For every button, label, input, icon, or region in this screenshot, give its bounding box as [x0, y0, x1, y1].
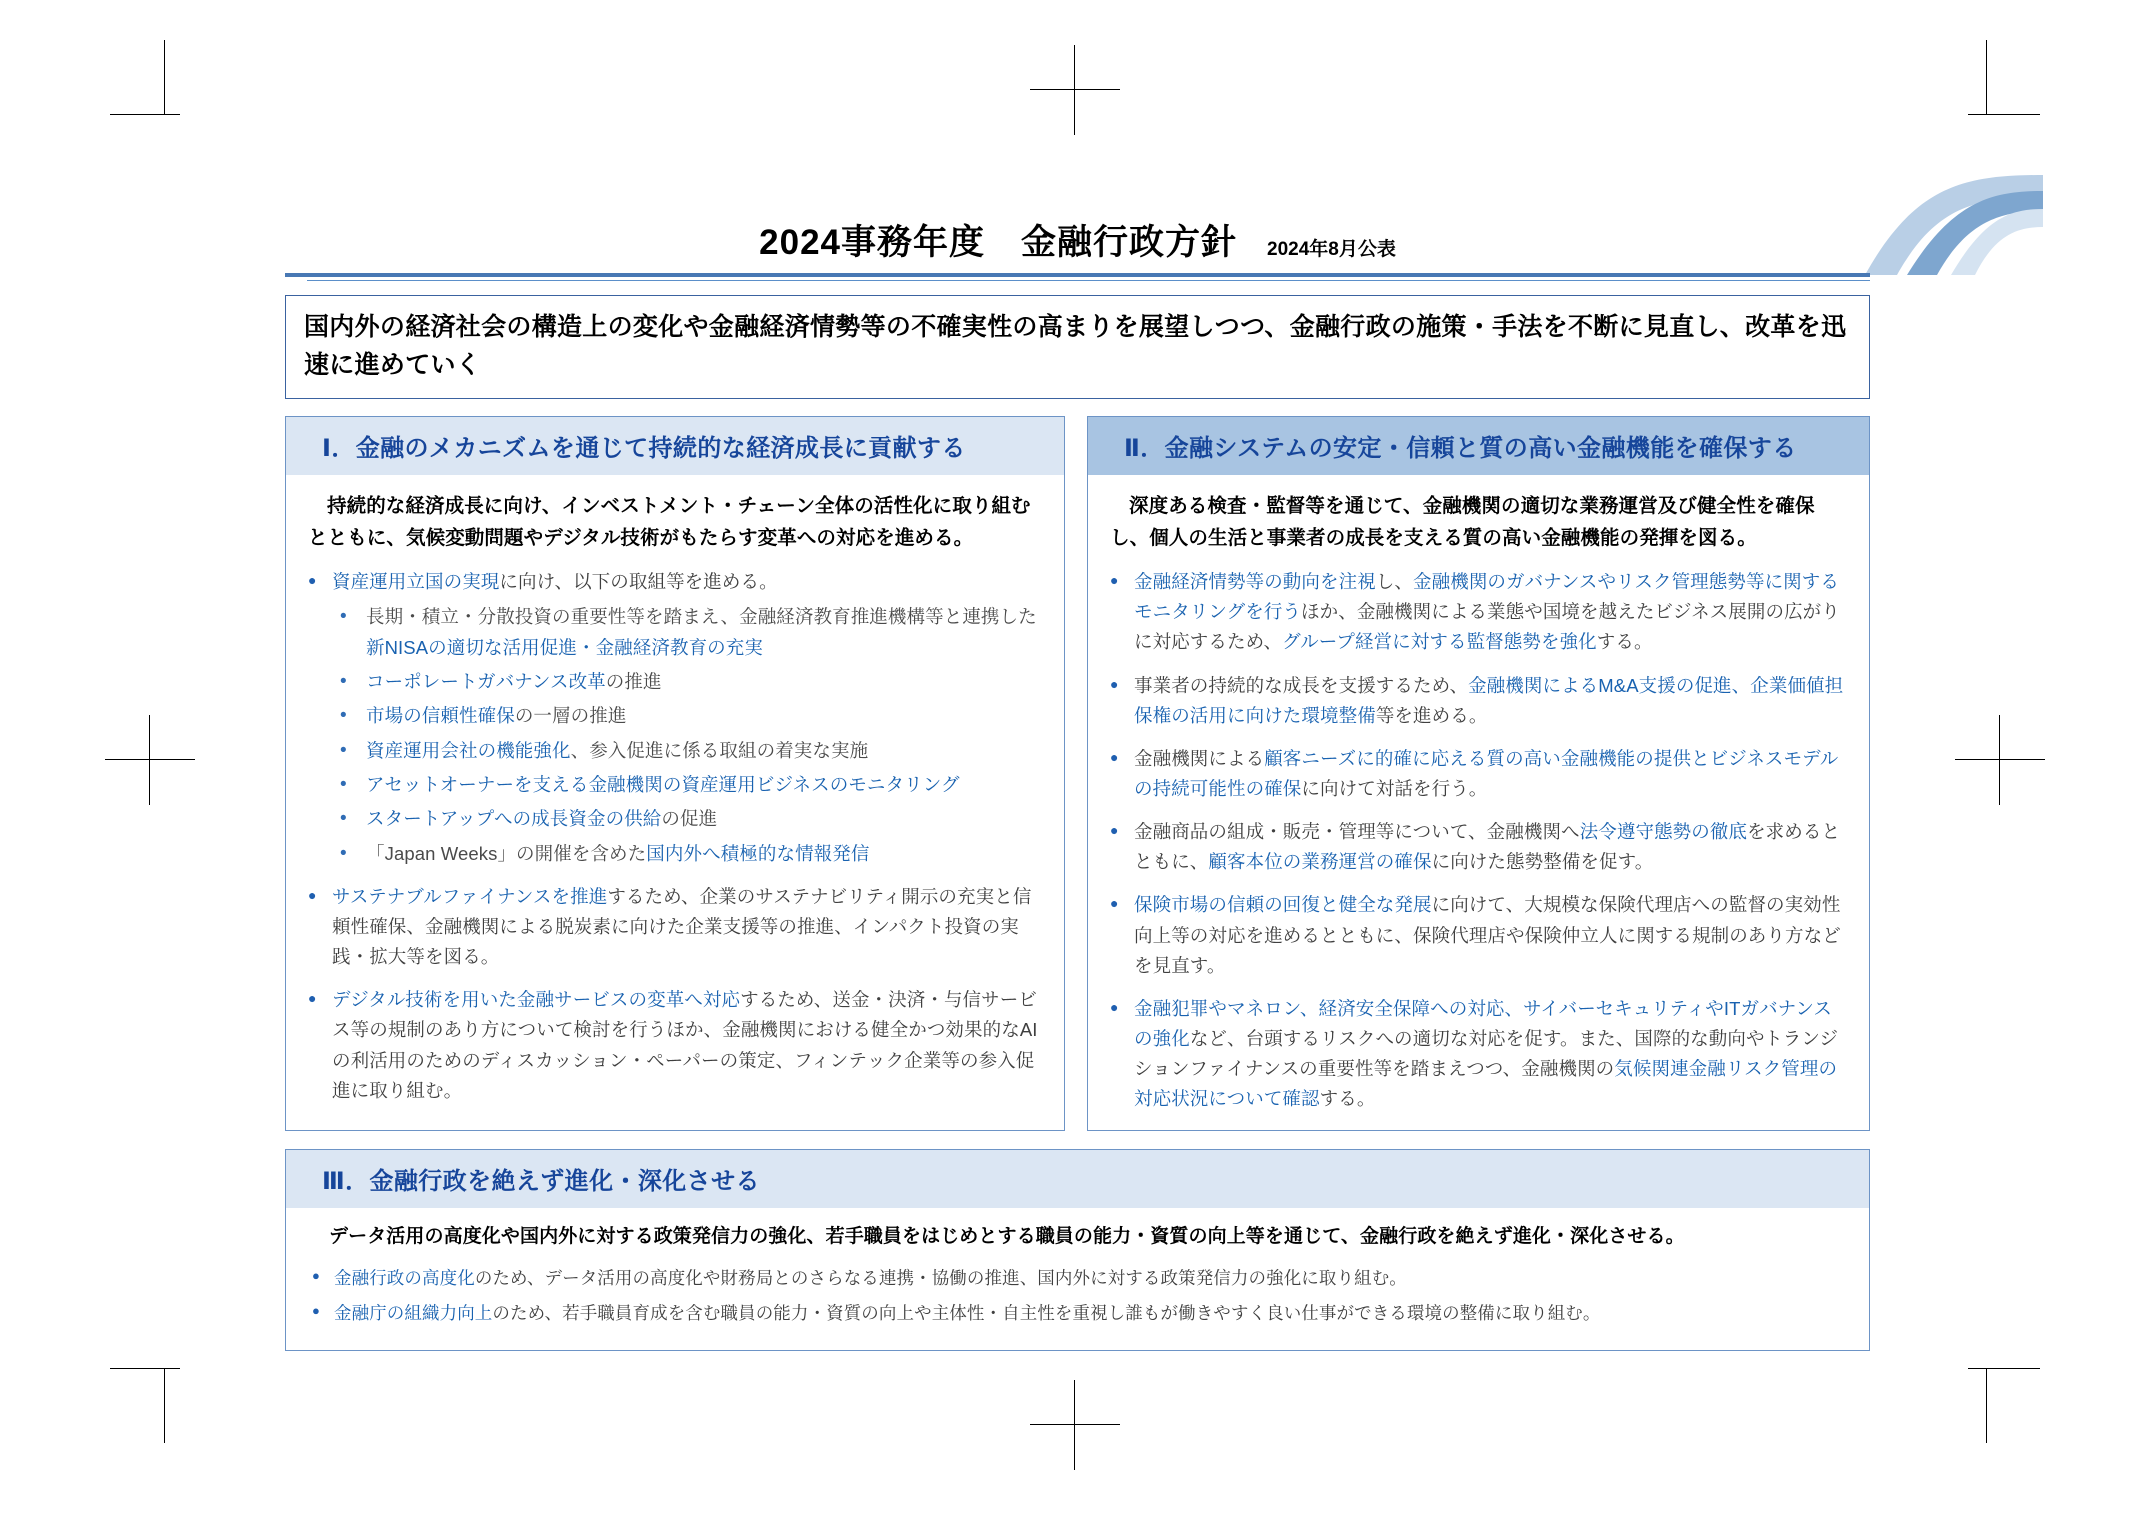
sub-bullet-list — [332, 602, 1044, 869]
highlight-term: コーポレートガバナンス改革 — [366, 670, 606, 692]
sub-bullet-item — [332, 804, 1044, 834]
sub-bullet-item — [332, 701, 1044, 731]
crop-mark-top-right — [1968, 40, 2040, 115]
highlight-term: 金融経済情勢等の動向を注視 — [1134, 571, 1376, 593]
bullet-text: 事業者の持続的な成長を支援するため、 — [1134, 674, 1469, 696]
highlight-term: スタートアップへの成長資金の供給 — [366, 808, 662, 830]
section-2-body — [1088, 475, 1869, 1130]
sub-bullet-text: 、参入促進に係る取組の着実な実施 — [570, 739, 869, 761]
registration-mark-top — [1030, 45, 1120, 135]
headline-banner: 国内外の経済社会の構造上の変化や金融経済情勢等の不確実性の高まりを展望しつつ、金融行政の施策・手法を不断に見直し、改革を迅速に進めていく — [285, 295, 1870, 399]
sub-bullet-text: の推進 — [605, 670, 662, 692]
bullet-text: 等を進める。 — [1375, 704, 1488, 726]
highlight-term: 国内外へ積極的な情報発信 — [646, 842, 870, 864]
bullet-item — [312, 1264, 1845, 1292]
highlight-term: 保険市場の信頼の回復と健全な発展 — [1134, 894, 1432, 916]
bullet-text: する。 — [1319, 1088, 1376, 1110]
section-1-heading: Ⅰ．金融のメカニズムを通じて持続的な経済成長に貢献する — [286, 417, 1064, 475]
highlight-term: デジタル技術を用いた金融サービスの変革へ対応 — [332, 989, 741, 1011]
bullet-item — [308, 567, 1044, 869]
crop-mark-bottom-left — [110, 1368, 180, 1443]
bullet-item — [1110, 994, 1849, 1115]
crop-mark-top-left — [110, 40, 180, 115]
highlight-term: 新NISAの適切な活用促進・金融経済教育の充実 — [366, 636, 763, 658]
section-1-lead: 持続的な経済成長に向け、インベストメント・チェーン全体の活性化に取り組むとともに、気候変動問題やデジタル技術がもたらす変革への対応を進める。 — [308, 495, 1031, 549]
registration-mark-left — [105, 715, 195, 805]
section-2 — [1087, 416, 1870, 1131]
title-rule-thick — [285, 273, 1870, 277]
title-row — [285, 215, 1870, 271]
sub-bullet-text: 「Japan Weeks」の開催を含めた — [366, 842, 647, 864]
section-1-bullet-list — [308, 567, 1044, 1106]
bullet-item — [308, 882, 1044, 972]
sub-bullet-item — [332, 667, 1044, 697]
bullet-text: する。 — [1596, 631, 1653, 653]
bullet-text: 金融商品の組成・販売・管理等について、金融機関へ — [1134, 821, 1580, 843]
bullet-text: を求めるとともに、 — [1134, 821, 1841, 873]
page-title: 2024事務年度 金融行政方針 — [759, 223, 1238, 262]
bullet-item — [1110, 744, 1849, 804]
section-2-bullet-list — [1110, 567, 1849, 1114]
highlight-term: 資産運用会社の機能強化 — [366, 739, 571, 761]
bullet-item — [308, 985, 1044, 1106]
bullet-text: 金融機関による — [1134, 747, 1265, 769]
bullet-text: など、台頭するリスクへの適切な対応を促す。また、国際的な動向やトランジションファイナンスの重要性等を踏まえつつ、金融機関の — [1134, 1027, 1839, 1080]
sub-bullet-text: の促進 — [661, 808, 718, 830]
section-3-heading: Ⅲ．金融行政を絶えず進化・深化させる — [286, 1150, 1869, 1208]
highlight-term: 金融行政の高度化 — [334, 1268, 475, 1289]
highlight-term: アセットオーナーを支える金融機関の資産運用ビジネスのモニタリング — [366, 773, 960, 795]
section-2-heading: Ⅱ．金融システムの安定・信頼と質の高い金融機能を確保する — [1088, 417, 1869, 475]
highlight-term: 資産運用立国の実現 — [332, 571, 500, 593]
bullet-item — [1110, 567, 1849, 657]
bullet-text: のため、若手職員育成を含む職員の能力・資質の向上や主体性・自主性を重視し誰もが働きやすく良い仕事ができる環境の整備に取り組む。 — [492, 1303, 1601, 1324]
section-3-body — [286, 1208, 1869, 1350]
bullet-text: ほか、金融機関による業態や国境を越えたビジネス展開の広がりに対応するため、 — [1134, 601, 1840, 653]
highlight-term: 金融機関のガバナンスやリスク管理態勢等に関するモニタリングを行う — [1134, 571, 1839, 623]
highlight-term: サステナブルファイナンスを推進 — [332, 885, 608, 907]
section-1 — [285, 416, 1065, 1131]
highlight-term: 顧客ニーズに的確に応える質の高い金融機能の提供とビジネスモデルの持続可能性の確保 — [1134, 747, 1839, 799]
highlight-term: 金融機関によるM&A支援の促進、企業価値担保権の活用に向けた環境整備 — [1134, 674, 1844, 726]
section-3-lead: データ活用の高度化や国内外に対する政策発信力の強化、若手職員をはじめとする職員の能力・資質の向上等を通じて、金融行政を絶えず進化・深化させる。 — [329, 1226, 1685, 1248]
bullet-text: するため、企業のサステナビリティ開示の充実と信頼性確保、金融機関による脱炭素に向けた企業支援等の推進、インパクト投資の実践・拡大等を図る。 — [332, 885, 1032, 968]
bullet-text: のため、データ活用の高度化や財務局とのさらなる連携・協働の推進、国内外に対する政策発信力の強化に取り組む。 — [474, 1268, 1407, 1289]
bullet-text: に向け、以下の取組等を進める。 — [499, 571, 778, 593]
columns — [285, 416, 1870, 1131]
highlight-term: 金融庁の組織力向上 — [334, 1303, 493, 1324]
highlight-term: 市場の信頼性確保 — [366, 705, 515, 727]
registration-mark-bottom — [1030, 1380, 1120, 1470]
document-body — [285, 215, 1870, 1351]
sub-bullet-text: の一層の推進 — [514, 705, 627, 727]
section-1-body — [286, 475, 1064, 1122]
decorative-swoosh-logo — [1855, 175, 2045, 280]
bullet-item — [1110, 817, 1849, 877]
bullet-text: に向けて、大規模な保険代理店への監督の実効性向上等の対応を進めるとともに、保険代理店や保険仲立人に関する規制のあり方などを見直す。 — [1134, 894, 1841, 976]
bullet-text: に向けて対話を行う。 — [1301, 778, 1488, 799]
bullet-text: するため、送金・決済・与信サービス等の規制のあり方について検討を行うほか、金融機関における健全かつ効果的なAIの利活用のためのディスカッション・ペーパーの策定、フィンテック企業等の参入促進に取り組む。 — [332, 989, 1038, 1101]
bullet-item — [1110, 890, 1849, 980]
sub-bullet-text: 長期・積立・分散投資の重要性等を踏まえ、金融経済教育推進機構等と連携した — [366, 606, 1037, 628]
section-3 — [285, 1149, 1870, 1351]
section-2-lead: 深度ある検査・監督等を通じて、金融機関の適切な業務運営及び健全性を確保し、個人の生活と事業者の成長を支える質の高い金融機能の発揮を図る。 — [1110, 495, 1815, 549]
crop-mark-bottom-right — [1968, 1368, 2040, 1443]
sub-bullet-item — [332, 770, 1044, 800]
registration-mark-right — [1955, 715, 2045, 805]
highlight-term: 金融犯罪やマネロン、経済安全保障への対応、サイバーセキュリティやITガバナンスの強化 — [1134, 997, 1832, 1049]
highlight-term: グループ経営に対する監督態勢を強化 — [1282, 631, 1597, 653]
highlight-term: 顧客本位の業務運営の確保 — [1208, 851, 1432, 873]
bullet-item — [312, 1299, 1845, 1327]
title-rule-thin — [307, 280, 1870, 281]
highlight-term: 法令遵守態勢の徹底 — [1579, 821, 1748, 843]
bullet-text: し、 — [1375, 571, 1414, 593]
bullet-item — [1110, 671, 1849, 731]
publish-date: 2024年8月公表 — [1267, 239, 1396, 260]
highlight-term: 気候関連金融リスク管理の対応状況について確認 — [1134, 1058, 1838, 1110]
sub-bullet-item — [332, 736, 1044, 766]
sub-bullet-item — [332, 602, 1044, 663]
section-3-bullet-list — [312, 1264, 1845, 1327]
sub-bullet-item — [332, 839, 1044, 869]
bullet-text: に向けた態勢整備を促す。 — [1431, 851, 1654, 873]
